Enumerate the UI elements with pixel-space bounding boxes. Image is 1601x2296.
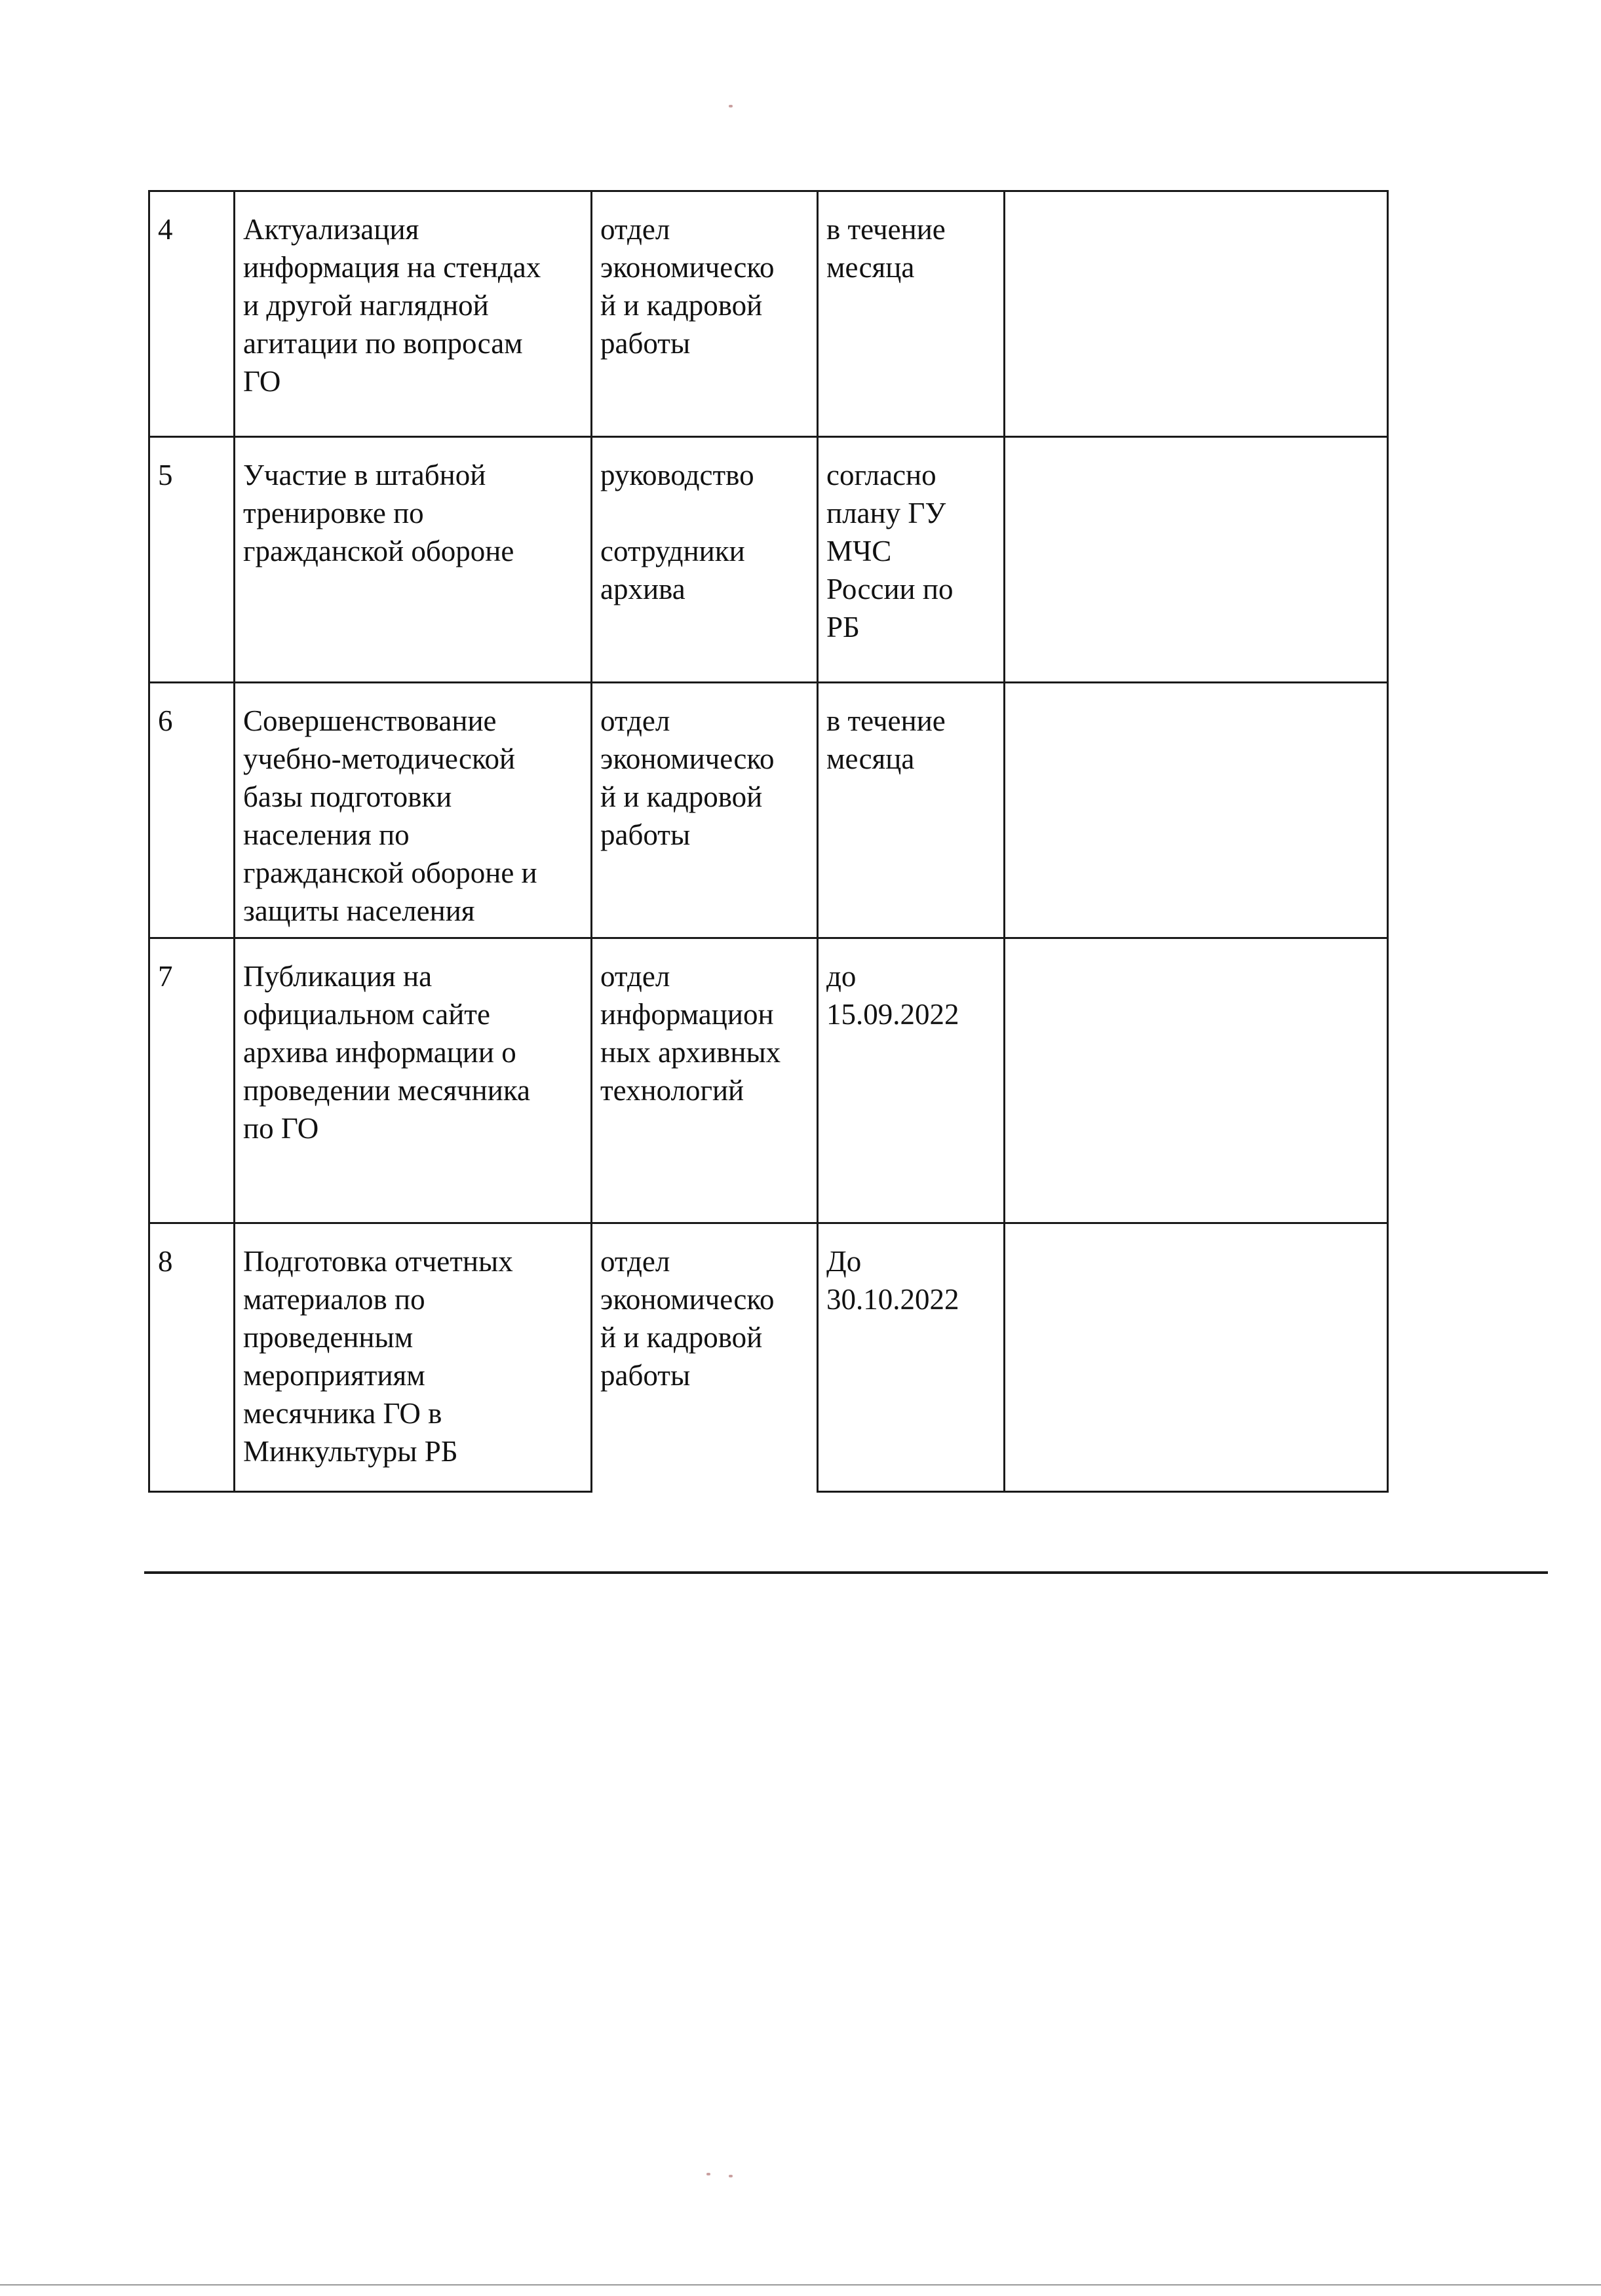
activity-cell: Подготовка отчетных материалов по проведенным мероприятиям месячника ГО в Минкультуры РБ	[235, 1223, 592, 1492]
scan-speck	[706, 2173, 710, 2175]
deadline-cell: в течение месяца	[818, 191, 1005, 437]
row-number: 5	[149, 437, 235, 683]
row-number: 6	[149, 683, 235, 938]
activity-cell: Публикация на официальном сайте архива информации о проведении месячника по ГО	[235, 938, 592, 1223]
deadline-cell: До 30.10.2022	[818, 1223, 1005, 1492]
responsible-cell: руководство сотрудники архива	[592, 437, 818, 683]
table-row	[149, 437, 1388, 683]
separator-line	[144, 1571, 1548, 1574]
scan-speck	[729, 2175, 733, 2177]
table-row	[149, 938, 1388, 1223]
activity-cell: Участие в штабной тренировке по гражданской обороне	[235, 437, 592, 683]
row-number: 7	[149, 938, 235, 1223]
note-cell	[1005, 938, 1388, 1223]
activity-cell: Актуализация информация на стендах и другой наглядной агитации по вопросам ГО	[235, 191, 592, 437]
events-plan-table	[148, 190, 1389, 1493]
responsible-cell: отдел экономическо й и кадровой работы	[592, 1223, 818, 1492]
deadline-cell: согласно плану ГУ МЧС России по РБ	[818, 437, 1005, 683]
responsible-cell: отдел экономическо й и кадровой работы	[592, 191, 818, 437]
activity-cell: Совершенствование учебно-методической базы подготовки населения по гражданской обороне и защиты населения	[235, 683, 592, 938]
note-cell	[1005, 1223, 1388, 1492]
row-number: 8	[149, 1223, 235, 1492]
table-row	[149, 683, 1388, 938]
scan-edge-line	[0, 2284, 1601, 2286]
note-cell	[1005, 437, 1388, 683]
responsible-cell: отдел экономическо й и кадровой работы	[592, 683, 818, 938]
deadline-cell: в течение месяца	[818, 683, 1005, 938]
table-row	[149, 191, 1388, 437]
scan-speck	[729, 105, 733, 107]
note-cell	[1005, 191, 1388, 437]
table-row	[149, 1223, 1388, 1492]
note-cell	[1005, 683, 1388, 938]
deadline-cell: до 15.09.2022	[818, 938, 1005, 1223]
row-number: 4	[149, 191, 235, 437]
responsible-cell: отдел информацион ных архивных технологий	[592, 938, 818, 1223]
